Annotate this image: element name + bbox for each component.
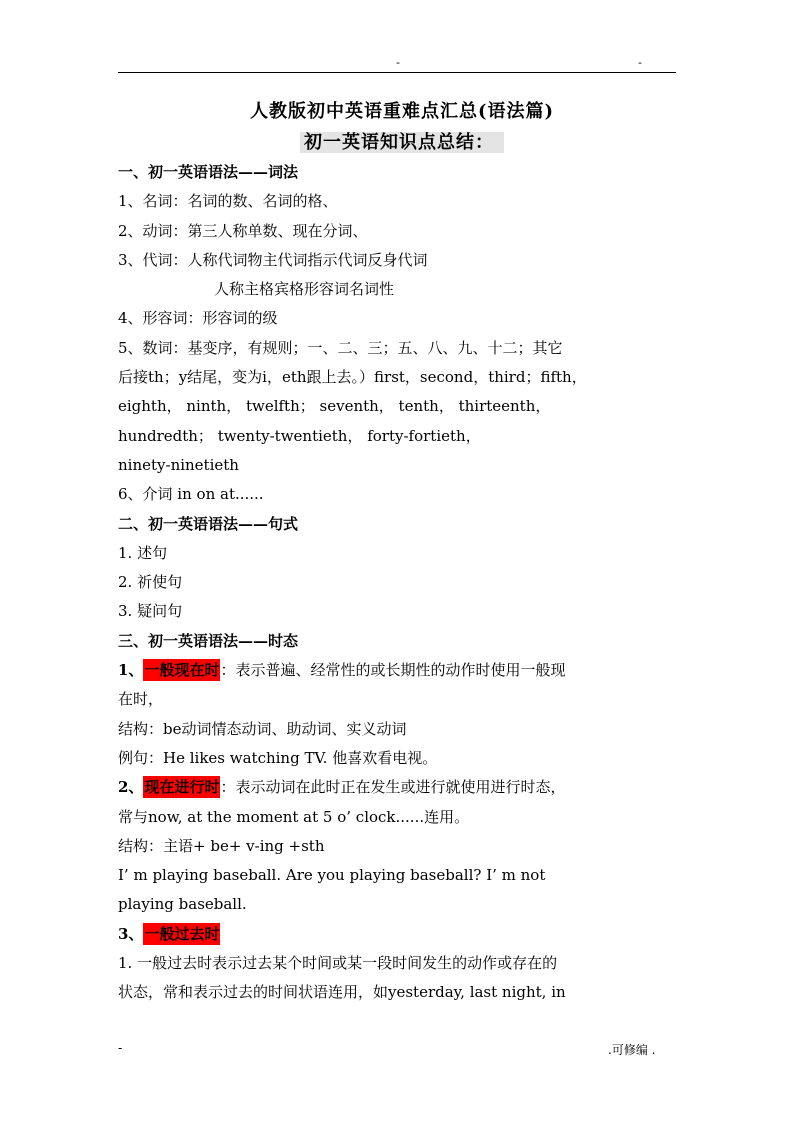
text-line: 结构：be动词情态动词、助动词、实义动词 [118,719,407,738]
tense-simple-present-line [118,656,686,685]
section-heading-tenses: 三、初一英语语法——时态 [118,631,299,650]
document-subtitle [118,128,686,158]
section-heading-morphology: 一、初一英语语法——词法 [118,163,299,181]
header-mark-left: - [396,56,400,69]
subtitle-text: 初一英语知识点总结： [300,132,504,153]
text-line: I’ m playing baseball. Are you playing baseball? I’ m not [118,866,546,885]
text-line: 例句：He likes watching TV. 他喜欢看电视。 [118,748,438,767]
text-line: 6、介词 in on at...... [118,485,264,504]
text-line: 在时， [118,690,164,709]
text-line: hundredth； twenty-twentieth， forty-fortieth， [118,426,481,445]
text-line: 人称主格宾格形容词名词性 [214,280,395,299]
document-title: 人教版初中英语重难点汇总(语法篇) [249,101,555,122]
tense-description: ：表示普遍、经常性的或长期性的动作时使用一般现 [220,661,566,680]
text-line: playing baseball. [118,895,247,914]
tense-simple-past-line [118,920,686,949]
text-line: 5、数词：基变序，有规则；一、二、三；五、八、九、十二；其它 [118,338,563,357]
document-body [118,96,686,1008]
highlighted-term: 一般过去时 [144,924,220,943]
footer-mark-left: - [118,1041,123,1055]
text-line: 状态，常和表示过去的时间状语连用，如yesterday, last night, in [118,983,566,1002]
text-line: 1. 一般过去时表示过去某个时间或某一段时间发生的动作或存在的 [118,954,558,973]
header-rule [118,72,676,73]
tense-number: 3、 [118,924,144,943]
text-line: 1. 述句 [118,543,168,562]
highlighted-term: 一般现在时 [144,661,220,680]
text-line: 2. 祈使句 [118,573,183,592]
section-heading-sentence-types: 二、初一英语语法——句式 [118,514,299,533]
tense-description: ：表示动词在此时正在发生或进行就使用进行时态， [220,778,566,797]
footer-editable-note: .可修编 . [608,1043,656,1057]
text-line: ninety-ninetieth [118,455,239,474]
text-line: 后接th；y结尾，变为i，eth跟上去。）first，second，third；fifth， [118,368,587,387]
highlighted-term: 现在进行时 [144,778,220,797]
header-mark-right: - [638,56,642,69]
tense-number: 1、 [118,661,144,680]
tense-present-continuous-line [118,773,686,802]
text-line: 3、代词：人称代词物主代词指示代词反身代词 [118,250,428,269]
text-line: 2、动词：第三人称单数、现在分词、 [118,221,368,240]
text-line: 3. 疑问句 [118,602,183,621]
text-line: 1、名词：名词的数、名词的格、 [118,192,338,211]
text-line: 常与now, at the moment at 5 o’ clock......连用。 [118,807,470,826]
text-line: 4、形容词：形容词的级 [118,309,278,328]
text-line: 结构：主语+ be+ v-ing +sth [118,836,325,855]
text-line: eighth， ninth， twelfth； seventh， tenth， thirteenth， [118,397,551,416]
tense-number: 2、 [118,778,144,797]
